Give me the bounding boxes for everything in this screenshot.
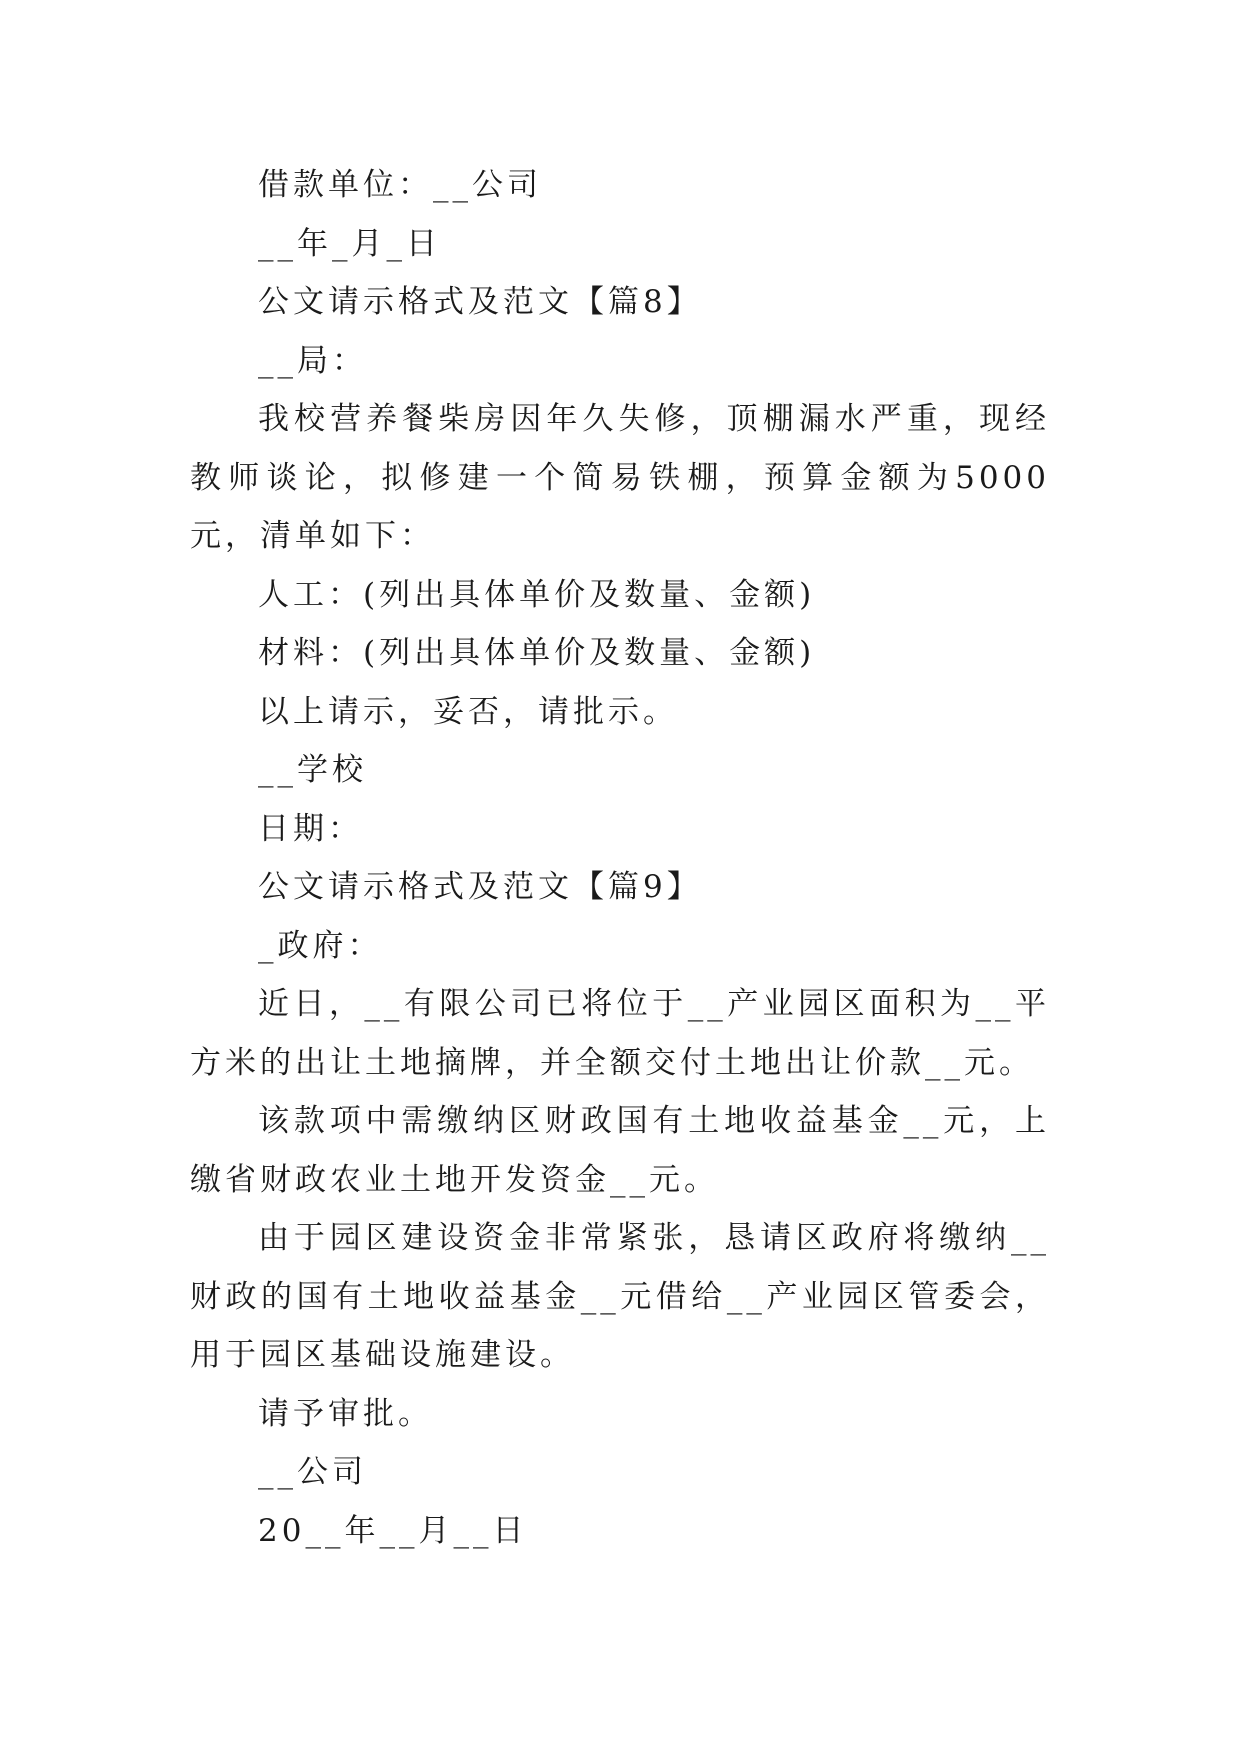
- body-paragraph: 该款项中需缴纳区财政国有土地收益基金__元，上缴省财政农业土地开发资金__元。: [190, 1103, 1050, 1198]
- signature-school: __学校: [258, 752, 367, 788]
- recipient-line: _政府：: [258, 927, 383, 964]
- labor-line: 人工：(列出具体单价及数量、金额): [258, 576, 816, 613]
- body-paragraph: 我校营养餐柴房因年久失修，顶棚漏水严重，现经教师谈论，拟修建一个简易铁棚，预算金额为5000元，清单如下：: [190, 401, 1050, 554]
- closing-line: 请予审批。: [258, 1395, 433, 1432]
- closing-line: 以上请示，妥否，请批示。: [258, 693, 678, 730]
- date-line: __年_月_日: [258, 225, 441, 262]
- borrower-line: 借款单位：__公司: [258, 167, 542, 203]
- signature-company: __公司: [258, 1454, 367, 1490]
- body-paragraph: 由于园区建设资金非常紧张，恳请区政府将缴纳__财政的国有土地收益基金__元借给__产业园区管委会，用于园区基础设施建设。: [190, 1220, 1050, 1373]
- body-paragraph: 近日，__有限公司已将位于__产业园区面积为__平方米的出让土地摘牌，并全额交付土地出让价款__元。: [190, 986, 1050, 1081]
- document-body: [190, 156, 1050, 1560]
- date-label: 日期：: [258, 810, 363, 847]
- section-heading-8: 公文请示格式及范文【篇8】: [258, 284, 702, 320]
- date-line: 20__年__月__日: [258, 1512, 528, 1549]
- recipient-line: __局：: [258, 342, 367, 379]
- materials-line: 材料：(列出具体单价及数量、金额): [258, 635, 816, 671]
- section-heading-9: 公文请示格式及范文【篇9】: [258, 869, 702, 905]
